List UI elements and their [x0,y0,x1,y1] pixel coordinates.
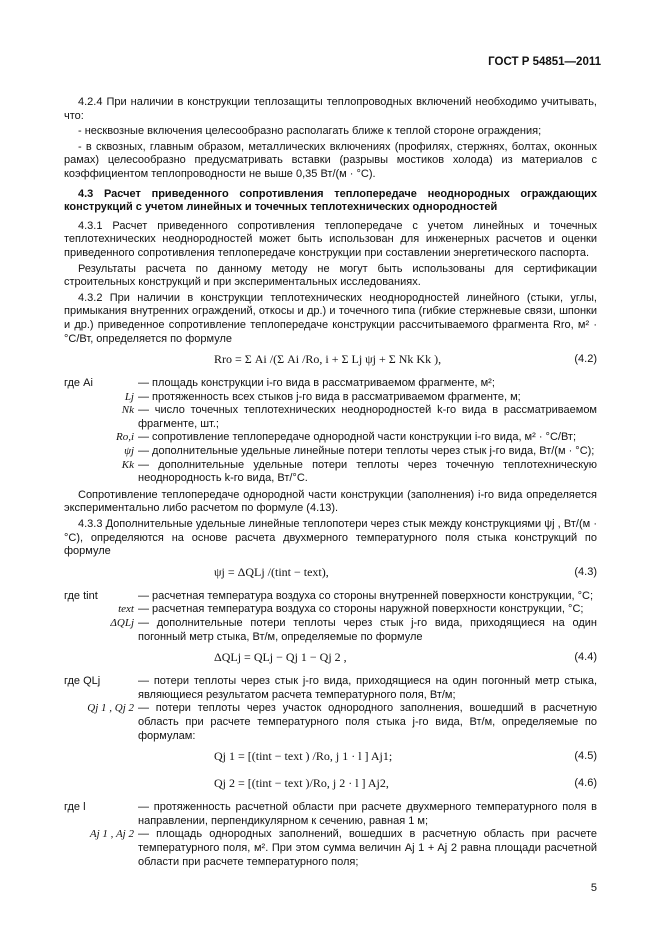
paragraph: Сопротивление теплопередаче однородной части конструкции (заполнения) i-го вида определяется экспериментально либо расчетом по формуле (4.13). [64,488,597,515]
definition-text: — число точечных теплотехнических неоднородностей k-го вида в рассматриваемом фрагменте, шт.; [138,404,597,430]
definition-text: — расчетная температура воздуха со стороны внутренней поверхности конструкции, °С; [138,589,594,602]
definition-symbol: Kk [121,458,134,471]
definition-item [64,431,597,445]
paragraph: 4.3.2 При наличии в конструкции теплотехнических неоднородностей линейного (стыки, углы, примыкания внутренних ограждений, откосы и др.) и точечного типа (гибкие стержневые связи, шпонки и др.) приведенное сопротивление теплопередаче конструкции рассчитываемого фрагмента Rrо, м² · °С/Вт, определяется по формуле [64,291,597,345]
formula-expression: ψj = ΔQLj /(tint − text), [214,564,329,579]
formula [64,747,597,769]
section-heading: 4.3 Расчет приведенного сопротивления теплопередаче неоднородных ограждающих конструкций с учетом линейных и точечных теплотехнических однородностей [64,187,597,214]
definition-item [64,801,597,828]
formula [64,774,597,796]
formula-expression: Qj 1 = [(tint − text ) /Rо, j 1 · l ] Aj1; [214,749,393,764]
definition-item [64,459,597,486]
definition-symbol: где tint [64,589,98,602]
formula-expression: Qj 2 = [(tint − text )/Rо, j 2 · l ] Aj2, [214,776,389,791]
paragraph: 4.3.3 Дополнительные удельные линейные теплопотери через стык между конструкциями ψj , Вт/(м · °С), определяются на основе расчета двухмерного температурного поля стыка конструкций по формуле [64,518,597,558]
paragraph: Результаты расчета по данному методу не могут быть использованы для сертификации строительных конструкций и при экспериментальных исследованиях. [64,262,597,289]
definition-item [64,828,597,869]
definition-item [64,391,597,405]
definition-symbol: где Ai [64,377,93,390]
definition-item [64,617,597,644]
definition-list [64,675,597,743]
definition-item [64,675,597,702]
definition-text: — дополнительные удельные линейные потери теплоты через стык j-го вида, Вт/(м · °С); [138,445,595,458]
list-item: - несквозные включения целесообразно располагать ближе к теплой стороне ограждения; [78,125,542,138]
definition-symbol: Rо,i [115,431,134,444]
paragraph: 4.2.4 При наличии в конструкции теплозащиты теплопроводных включений необходимо учитывать, что: [64,96,597,122]
definition-text: — протяженность всех стыков j-го вида в рассматриваемом фрагменте, м; [138,390,521,403]
definition-text: — сопротивление теплопередаче однородной части конструкции i-го вида, м² · °С/Вт; [138,431,577,444]
definition-symbol: Aj 1 , Aj 2 [89,828,134,841]
formula-expression: Rrо = Σ Ai /(Σ Ai /Rо, i + Σ Lj ψj + Σ Nk Kk ), [214,352,442,367]
paragraph: 4.3.1 Расчет приведенного сопротивления теплопередаче с учетом линейных и точечных теплотехнических неоднородностей может быть использован для инженерных расчетов и оценки приведенного сопротивления теплопередаче конструкции при составлении энергетического паспорта. [64,219,597,259]
definition-text: — дополнительные удельные потери теплоты через точечную теплотехническую неоднородность k-го вида, Вт/°С. [138,458,597,485]
formula-number: (4.3) [574,565,597,578]
definition-text: — расчетная температура воздуха со стороны наружной поверхности конструкции, °С; [138,603,584,616]
definition-item [64,702,597,743]
formula-number: (4.4) [574,651,597,664]
formula-expression: ΔQLj = QLj − Qj 1 − Qj 2 , [214,650,347,665]
definition-item [64,445,597,459]
definition-text: — площадь конструкции i-го вида в рассматриваемом фрагменте, м²; [138,377,495,390]
definition-symbol: Lj [124,390,134,403]
definition-symbol: где l [64,801,86,814]
definition-symbol: ΔQLj [110,617,134,629]
page-number: 5 [590,882,597,894]
definition-text: — площадь однородных заполнений, вошедших в расчетную область при расчете температурного поля, м². При этом сумма величин Aj 1 + Aj 2 равна площади расчетной области при расчете температурного поля; [138,828,597,868]
definition-symbol: ψj [124,445,134,458]
definition-symbol: Nk [121,404,134,417]
definition-item [64,404,597,431]
list-item: - в сквозных, главным образом, металлических включениях (профилях, стержнях, болтах, оконных рамах) целесообразно предусматривать вставки (разрывы мостиков холода) из материалов с коэффициентом теплопроводности не выше 0,35 Вт/(м · °С). [64,140,597,180]
definition-text: — потери теплоты через участок однородного заполнения, вошедший в расчетную область при расчете температурного поля стыка j-го вида, Вт/м, определяемые по формулам: [138,702,597,742]
definition-item [64,590,597,604]
definition-text: — протяженность расчетной области при расчете двухмерного температурного поля в направлении, перпендикулярном к сечению, равная 1 м; [138,801,597,827]
definition-symbol: Qj 1 , Qj 2 [87,702,134,715]
standard-header: ГОСТ Р 54851—2011 [488,56,601,68]
formula-number: (4.2) [574,353,597,366]
formula-number: (4.6) [574,777,597,790]
formula [64,350,597,372]
formula [64,648,597,670]
definition-symbol: text [118,603,134,616]
definition-text: — потери теплоты через стык j-го вида, приходящиеся на один погонный метр стыка, являющиеся результатом расчета температурного поля, Вт/м; [138,675,597,701]
document-body [64,96,597,872]
definition-item [64,377,597,391]
definition-item [64,603,597,617]
definition-list [64,801,597,869]
formula [64,563,597,585]
definition-text: — дополнительные потери теплоты через стык j-го вида, приходящиеся на один погонный метр стыка, Вт/м, определяемые по формуле [138,617,597,643]
formula-number: (4.5) [574,750,597,763]
definition-list [64,590,597,644]
definition-list [64,377,597,486]
definition-symbol: где QLj [64,675,101,688]
